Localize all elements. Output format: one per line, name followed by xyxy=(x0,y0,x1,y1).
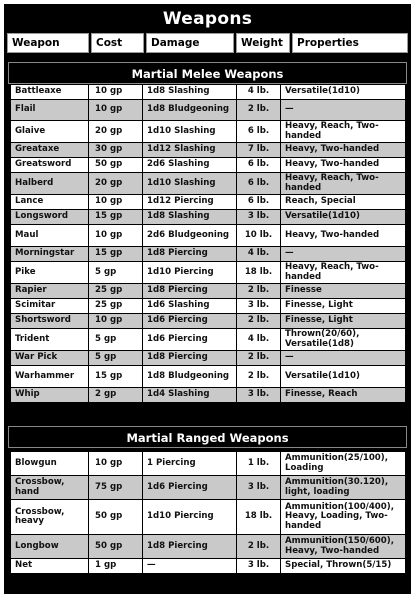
table-row xyxy=(11,100,406,121)
cost-cell: 10 gp xyxy=(89,314,143,329)
weapon-cell: Greatsword xyxy=(11,158,89,173)
table-row xyxy=(11,143,406,158)
section-title-ranged: Martial Ranged Weapons xyxy=(8,426,407,448)
damage-cell: 1d12 Piercing xyxy=(143,195,237,210)
table-row xyxy=(11,314,406,329)
cost-cell: 50 gp xyxy=(89,500,143,535)
weight-cell: 18 lb. xyxy=(237,500,281,535)
weight-cell: 1 lb. xyxy=(237,452,281,476)
weight-cell: 4 lb. xyxy=(237,329,281,351)
table-row xyxy=(11,366,406,388)
table-row xyxy=(11,225,406,247)
table-row xyxy=(11,329,406,351)
properties-cell: Finesse, Light xyxy=(281,299,406,314)
weapon-cell: Pike xyxy=(11,262,89,284)
weight-cell: 4 lb. xyxy=(237,85,281,100)
weapon-cell: Morningstar xyxy=(11,247,89,262)
properties-cell: Finesse xyxy=(281,284,406,299)
properties-cell: Finesse, Reach xyxy=(281,388,406,403)
properties-cell: Ammunition(150/600), Heavy, Two-handed xyxy=(281,535,406,559)
cost-cell: 25 gp xyxy=(89,284,143,299)
damage-cell: 1d10 Slashing xyxy=(143,121,237,143)
cost-cell: 10 gp xyxy=(89,195,143,210)
damage-cell: 1d12 Slashing xyxy=(143,143,237,158)
weight-cell: 18 lb. xyxy=(237,262,281,284)
weapon-cell: Crossbow, hand xyxy=(11,476,89,500)
properties-cell: Heavy, Reach, Two-handed xyxy=(281,121,406,143)
damage-cell: 1d8 Piercing xyxy=(143,284,237,299)
weapon-cell: Shortsword xyxy=(11,314,89,329)
weapon-cell: Longsword xyxy=(11,210,89,225)
weapon-cell: Warhammer xyxy=(11,366,89,388)
weapon-cell: Greataxe xyxy=(11,143,89,158)
properties-cell: Thrown(20/60), Versatile(1d8) xyxy=(281,329,406,351)
weight-cell: 3 lb. xyxy=(237,388,281,403)
damage-cell: 1d4 Slashing xyxy=(143,388,237,403)
melee-weapons-table xyxy=(10,84,406,403)
weapons-sheet xyxy=(4,4,411,594)
weight-cell: 2 lb. xyxy=(237,100,281,121)
table-row xyxy=(11,452,406,476)
weapon-cell: Lance xyxy=(11,195,89,210)
weapon-cell: Crossbow, heavy xyxy=(11,500,89,535)
cost-cell: 10 gp xyxy=(89,225,143,247)
table-row xyxy=(11,247,406,262)
weapon-cell: Maul xyxy=(11,225,89,247)
damage-cell: 1d8 Slashing xyxy=(143,210,237,225)
weapon-cell: Halberd xyxy=(11,173,89,195)
weight-cell: 10 lb. xyxy=(237,225,281,247)
table-row xyxy=(11,210,406,225)
weapon-cell: Trident xyxy=(11,329,89,351)
table-row xyxy=(11,121,406,143)
damage-cell: 1d6 Piercing xyxy=(143,314,237,329)
cost-cell: 25 gp xyxy=(89,299,143,314)
table-row xyxy=(11,351,406,366)
header-weight: Weight xyxy=(237,34,289,52)
section-martial-ranged xyxy=(8,426,407,574)
properties-cell: Finesse, Light xyxy=(281,314,406,329)
cost-cell: 2 gp xyxy=(89,388,143,403)
damage-cell: 1d8 Bludgeoning xyxy=(143,366,237,388)
cost-cell: 50 gp xyxy=(89,158,143,173)
cost-cell: 75 gp xyxy=(89,476,143,500)
damage-cell: 1d10 Piercing xyxy=(143,500,237,535)
table-row xyxy=(11,262,406,284)
weight-cell: 2 lb. xyxy=(237,314,281,329)
cost-cell: 50 gp xyxy=(89,535,143,559)
damage-cell: 1d8 Piercing xyxy=(143,351,237,366)
properties-cell: Heavy, Two-handed xyxy=(281,225,406,247)
damage-cell: 1d8 Piercing xyxy=(143,535,237,559)
damage-cell: 1d10 Slashing xyxy=(143,173,237,195)
cost-cell: 15 gp xyxy=(89,366,143,388)
table-row xyxy=(11,299,406,314)
section-title-melee: Martial Melee Weapons xyxy=(8,62,407,84)
ranged-weapons-table xyxy=(10,451,406,574)
cost-cell: 10 gp xyxy=(89,100,143,121)
section-martial-melee xyxy=(8,62,407,403)
table-row xyxy=(11,173,406,195)
properties-cell: Ammunition(30.120), light, loading xyxy=(281,476,406,500)
properties-cell: Heavy, Reach, Two-handed xyxy=(281,262,406,284)
cost-cell: 10 gp xyxy=(89,452,143,476)
cost-cell: 15 gp xyxy=(89,210,143,225)
weight-cell: 6 lb. xyxy=(237,158,281,173)
cost-cell: 1 gp xyxy=(89,559,143,574)
properties-cell: Reach, Special xyxy=(281,195,406,210)
weapon-cell: Blowgun xyxy=(11,452,89,476)
table-row xyxy=(11,559,406,574)
weight-cell: 2 lb. xyxy=(237,535,281,559)
properties-cell: Versatile(1d10) xyxy=(281,210,406,225)
weight-cell: 4 lb. xyxy=(237,247,281,262)
weight-cell: 7 lb. xyxy=(237,143,281,158)
weapon-cell: Longbow xyxy=(11,535,89,559)
table-row xyxy=(11,500,406,535)
damage-cell: 2d6 Slashing xyxy=(143,158,237,173)
weight-cell: 2 lb. xyxy=(237,351,281,366)
weapon-cell: Scimitar xyxy=(11,299,89,314)
properties-cell: Heavy, Reach, Two-handed xyxy=(281,173,406,195)
header-damage: Damage xyxy=(147,34,233,52)
damage-cell: 1d8 Bludgeoning xyxy=(143,100,237,121)
cost-cell: 20 gp xyxy=(89,121,143,143)
damage-cell: 1d8 Slashing xyxy=(143,85,237,100)
damage-cell: 1d8 Piercing xyxy=(143,247,237,262)
table-row xyxy=(11,158,406,173)
weight-cell: 6 lb. xyxy=(237,173,281,195)
weapon-cell: Net xyxy=(11,559,89,574)
column-header-bar xyxy=(8,34,407,54)
properties-cell: Heavy, Two-handed xyxy=(281,143,406,158)
weight-cell: 6 lb. xyxy=(237,195,281,210)
cost-cell: 15 gp xyxy=(89,247,143,262)
weapon-cell: Flail xyxy=(11,100,89,121)
properties-cell: — xyxy=(281,351,406,366)
damage-cell: 1d6 Slashing xyxy=(143,299,237,314)
damage-cell: 1d6 Piercing xyxy=(143,476,237,500)
table-row xyxy=(11,388,406,403)
cost-cell: 20 gp xyxy=(89,173,143,195)
properties-cell: Versatile(1d10) xyxy=(281,85,406,100)
header-cost: Cost xyxy=(92,34,143,52)
header-weapon: Weapon xyxy=(8,34,88,52)
weight-cell: 3 lb. xyxy=(237,210,281,225)
damage-cell: — xyxy=(143,559,237,574)
properties-cell: Special, Thrown(5/15) xyxy=(281,559,406,574)
cost-cell: 5 gp xyxy=(89,262,143,284)
weapon-cell: Battleaxe xyxy=(11,85,89,100)
properties-cell: — xyxy=(281,100,406,121)
weight-cell: 3 lb. xyxy=(237,476,281,500)
weapon-cell: Whip xyxy=(11,388,89,403)
weapon-cell: Glaive xyxy=(11,121,89,143)
weight-cell: 3 lb. xyxy=(237,559,281,574)
properties-cell: — xyxy=(281,247,406,262)
cost-cell: 5 gp xyxy=(89,351,143,366)
weight-cell: 6 lb. xyxy=(237,121,281,143)
damage-cell: 1 Piercing xyxy=(143,452,237,476)
weapon-cell: War Pick xyxy=(11,351,89,366)
table-row xyxy=(11,476,406,500)
properties-cell: Versatile(1d10) xyxy=(281,366,406,388)
damage-cell: 2d6 Bludgeoning xyxy=(143,225,237,247)
properties-cell: Ammunition(100/400), Heavy, Loading, Two-handed xyxy=(281,500,406,535)
properties-cell: Ammunition(25/100), Loading xyxy=(281,452,406,476)
weight-cell: 3 lb. xyxy=(237,299,281,314)
weapon-cell: Rapier xyxy=(11,284,89,299)
weight-cell: 2 lb. xyxy=(237,366,281,388)
table-row xyxy=(11,284,406,299)
table-row xyxy=(11,85,406,100)
page-title: Weapons xyxy=(162,9,253,29)
table-row xyxy=(11,535,406,559)
damage-cell: 1d6 Piercing xyxy=(143,329,237,351)
damage-cell: 1d10 Piercing xyxy=(143,262,237,284)
cost-cell: 5 gp xyxy=(89,329,143,351)
header-properties: Properties xyxy=(293,34,407,52)
cost-cell: 10 gp xyxy=(89,85,143,100)
weight-cell: 2 lb. xyxy=(237,284,281,299)
table-row xyxy=(11,195,406,210)
cost-cell: 30 gp xyxy=(89,143,143,158)
properties-cell: Heavy, Two-handed xyxy=(281,158,406,173)
